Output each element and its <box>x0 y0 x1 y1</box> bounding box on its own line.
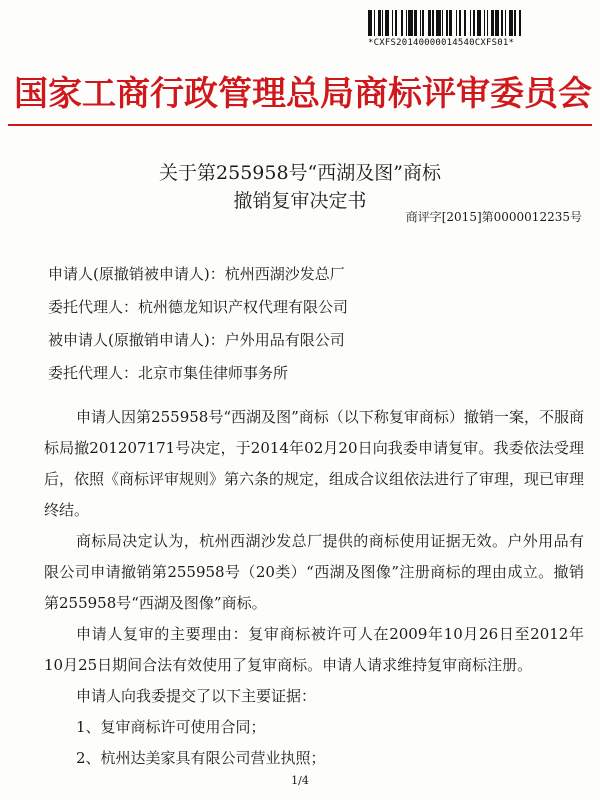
doc-title-line1: 关于第255958号“西湖及图”商标 <box>159 162 441 184</box>
paragraph-office-decision: 商标局决定认为，杭州西湖沙发总厂提供的商标使用证据无效。户外用品有限公司申请撤销第255958号（20类）“西湖及图像”注册商标的理由成立。撤销第255958号“西湖及图像”商标。 <box>44 532 584 612</box>
page-number: 1/4 <box>291 774 309 787</box>
barcode-bar <box>521 10 522 36</box>
party-label: 申请人(原撤销被申请人)： <box>48 265 225 283</box>
party-value: 杭州西湖沙发总厂 <box>224 265 345 283</box>
paragraph-evidence-item-2: 2、杭州达美家具有限公司营业执照； <box>76 749 326 767</box>
party-value: 户外用品有限公司 <box>224 331 345 349</box>
doc-number: 商评字[2015]第0000012235号 <box>405 210 582 224</box>
party-applicant-agent <box>48 291 568 324</box>
doc-title-line2: 撤销复审决定书 <box>233 190 367 212</box>
decision-body <box>44 402 584 774</box>
party-value: 北京市集佳律师事务所 <box>138 364 289 382</box>
party-respondent <box>48 324 568 357</box>
party-applicant <box>48 258 568 291</box>
header-rule <box>8 124 592 126</box>
party-label: 被申请人(原撤销申请人)： <box>48 331 225 349</box>
party-label: 委托代理人： <box>48 364 139 382</box>
paragraph-case-background: 申请人因第255958号“西湖及图”商标（以下称复审商标）撤销一案，不服商标局撤201207171号决定，于2014年02月20日向我委申请复审。我委依法受理后，依照《商标评审规则》第六条的规定，组成合议组依法进行了审理，现已审理终结。 <box>44 408 585 519</box>
parties-list <box>48 258 568 390</box>
barcode <box>368 10 568 48</box>
party-label: 委托代理人： <box>48 298 139 316</box>
paragraph-evidence-item-1: 1、复审商标许可使用合同； <box>76 718 266 736</box>
barcode-text: *CXFS20140000014540CXFS01* <box>368 38 515 48</box>
org-title: 国家工商行政管理总局商标评审委员会 <box>14 74 592 114</box>
paragraph-evidence-intro: 申请人向我委提交了以下主要证据： <box>76 687 317 705</box>
party-respondent-agent <box>48 357 568 390</box>
paragraph-applicant-reasons: 申请人复审的主要理由：复审商标被许可人在2009年10月26日至2012年10月25日期间合法有效使用了复审商标。申请人请求维持复审商标注册。 <box>44 625 584 674</box>
barcode-bars <box>368 10 568 36</box>
party-value: 杭州德龙知识产权代理有限公司 <box>138 298 349 316</box>
